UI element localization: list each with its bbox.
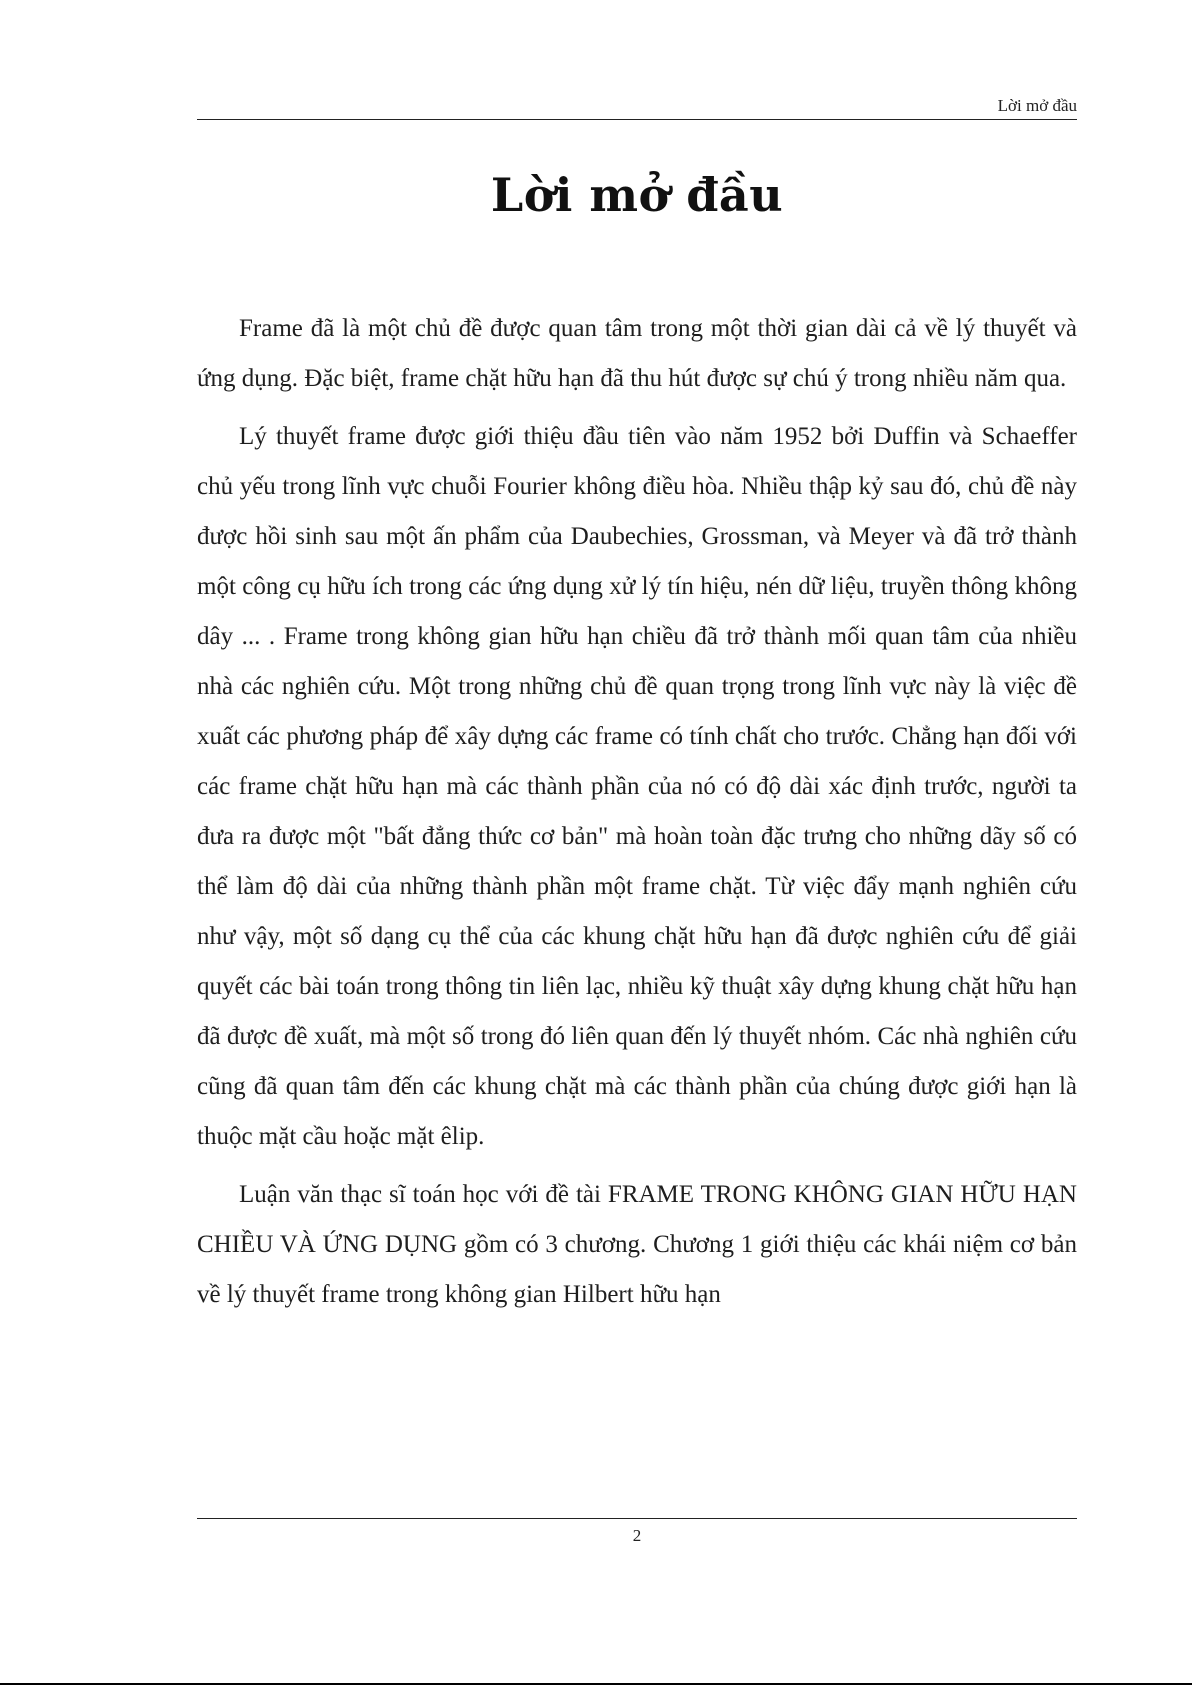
running-header: Lời mở đầu [997,96,1077,115]
chapter-title: Lời mở đầu [490,168,784,222]
body-text [197,304,1077,1328]
paragraph: Luận văn thạc sĩ toán học với đề tài FRAME TRONG KHÔNG GIAN HỮU HẠN CHIỀU VÀ ỨNG DỤNG gồm có 3 chương. Chương 1 giới thiệu các khái niệm cơ bản về lý thuyết frame trong không gian Hilbert hữu hạn [197,1181,1077,1308]
header-rule [197,119,1077,120]
paragraph: Lý thuyết frame được giới thiệu đầu tiên vào năm 1952 bởi Duffin và Schaeffer chủ yếu trong lĩnh vực chuỗi Fourier không điều hòa. Nhiều thập kỷ sau đó, chủ đề này được hồi sinh sau một ấn phẩm của Daubechies, Grossman, và Meyer và đã trở thành một công cụ hữu ích trong các ứng dụng xử lý tín hiệu, nén dữ liệu, truyền thông không dây ... . Frame trong không gian hữu hạn chiều đã trở thành mối quan tâm của nhiều nhà các nghiên cứu. Một trong những chủ đề quan trọng trong lĩnh vực này là việc đề xuất các phương pháp để xây dựng các frame có tính chất cho trước. Chẳng hạn đối với các frame chặt hữu hạn mà các thành phần của nó có độ dài xác định trước, người ta đưa ra được một "bất đẳng thức cơ bản" mà hoàn toàn đặc trưng cho những dãy số có thể làm độ dài của những thành phần một frame chặt. Từ việc đẩy mạnh nghiên cứu như vậy, một số dạng cụ thể của các khung chặt hữu hạn đã được nghiên cứu để giải quyết các bài toán trong thông tin liên lạc, nhiều kỹ thuật xây dựng khung chặt hữu hạn đã được đề xuất, mà một số trong đó liên quan đến lý thuyết nhóm. Các nhà nghiên cứu cũng đã quan tâm đến các khung chặt mà các thành phần của chúng được giới hạn là thuộc mặt cầu hoặc mặt êlip. [197,423,1077,1150]
paragraph: Frame đã là một chủ đề được quan tâm trong một thời gian dài cả về lý thuyết và ứng dụng. Đặc biệt, frame chặt hữu hạn đã thu hút được sự chú ý trong nhiều năm qua. [197,315,1077,392]
footer-rule [197,1518,1077,1519]
page-number: 2 [632,1526,642,1545]
